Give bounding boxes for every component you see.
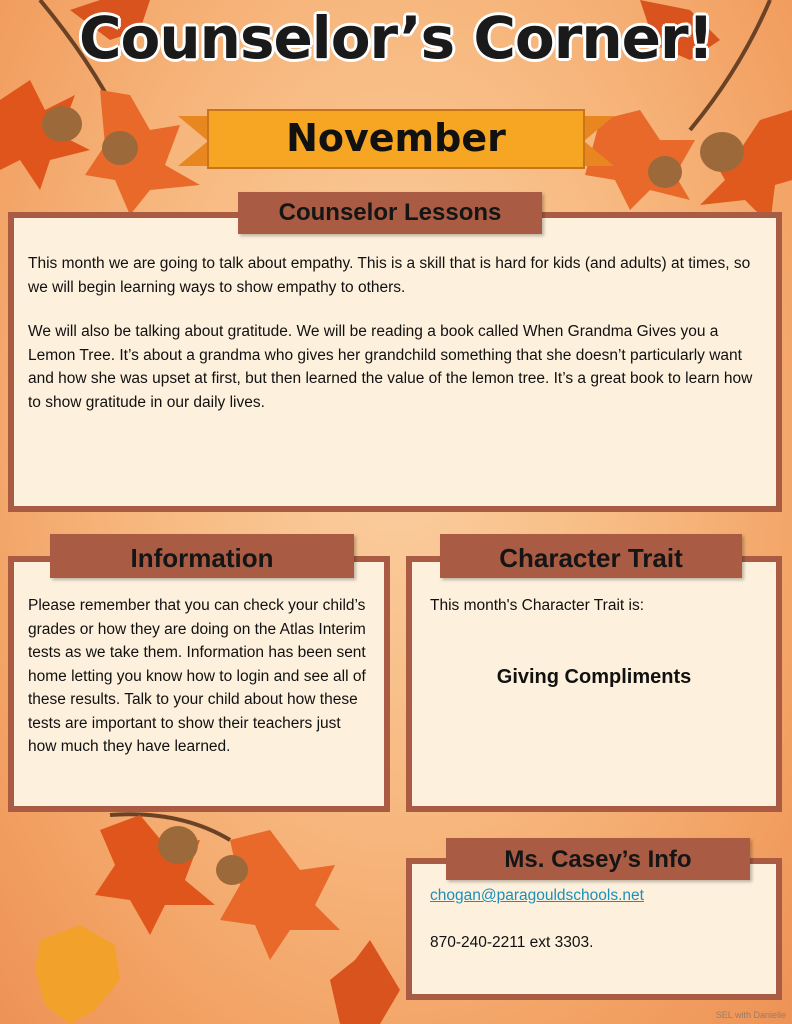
- watermark: SEL with Danielle: [715, 1010, 786, 1020]
- contact-email-link[interactable]: chogan@paragouldschools.net: [430, 887, 644, 904]
- information-text: Please remember that you can check your child’s grades or how they are doing on the Atlas Interim tests as we take them. Information has been sent home letting you know how to login and see all of these results. Talk to your child about how these tests are important to show their teachers just how much they have learned.: [28, 597, 366, 755]
- lessons-paragraph-1: This month we are going to talk about empathy. This is a skill that is hard for kids (and adults) at times, so we will begin learning ways to show empathy to others.: [28, 255, 751, 296]
- lessons-heading: Counselor Lessons: [238, 192, 542, 234]
- lessons-paragraph-2: We will also be talking about gratitude. We will be reading a book called When Grandma Gives you a Lemon Tree. It’s about a grandma who gives her grandchild something that she doesn’t particularly want and how she was upset at first, but then learned the value of the lemon tree. It’s a great book to learn how to show gratitude in our daily lives.: [28, 323, 753, 411]
- contact-heading: Ms. Casey’s Info: [446, 838, 750, 880]
- page-title: Counselor’s Corner!: [78, 4, 714, 72]
- month-label: November: [286, 116, 506, 160]
- character-intro: This month's Character Trait is:: [430, 597, 644, 614]
- information-heading: Information: [50, 534, 354, 578]
- character-trait-value: Giving Compliments: [496, 666, 692, 688]
- character-heading: Character Trait: [440, 534, 742, 578]
- contact-phone: 870-240-2211 ext 3303.: [430, 934, 594, 951]
